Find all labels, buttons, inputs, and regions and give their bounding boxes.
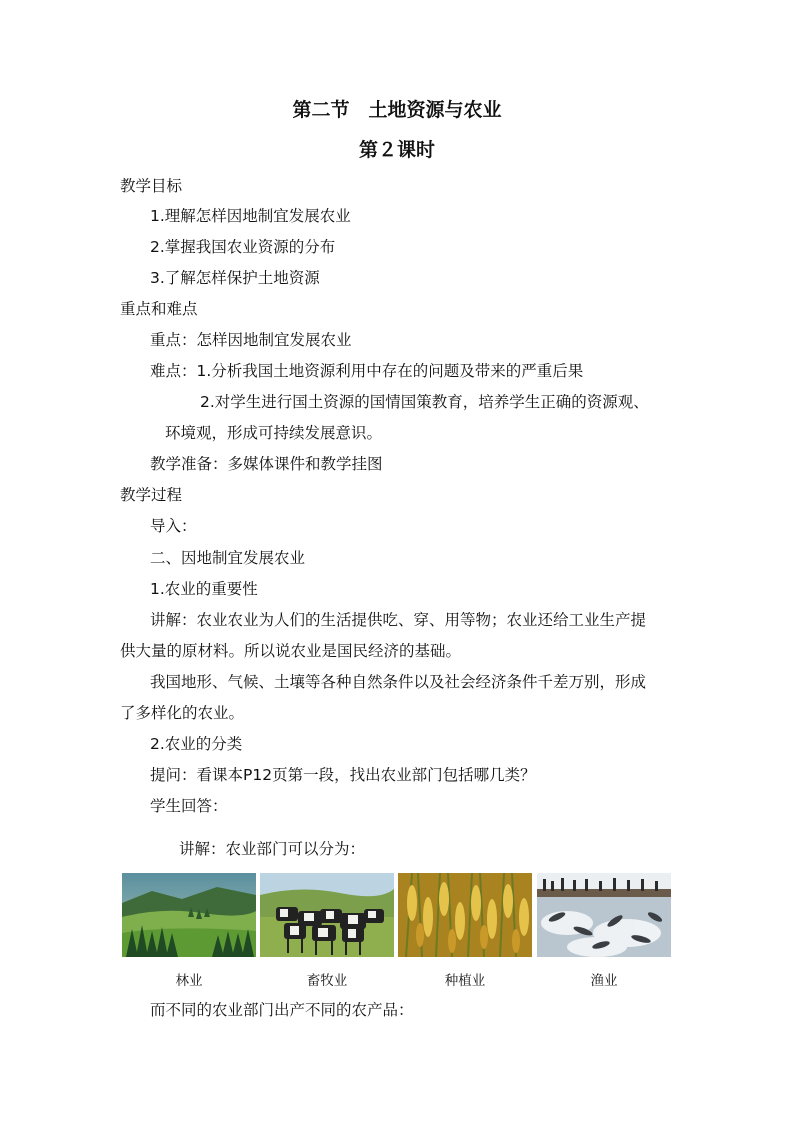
- difficulty-1: 难点：1.分析我国土地资源利用中存在的问题及带来的严重后果: [150, 362, 584, 380]
- subsection-heading: 二、因地制宜发展农业: [150, 549, 306, 567]
- paragraph-line: 了多样化的农业。: [120, 704, 245, 722]
- goal-item: 3.了解怎样保护土地资源: [150, 269, 320, 287]
- point-heading: 1.农业的重要性: [150, 580, 258, 598]
- caption-crop-farming: 种植业: [444, 973, 486, 989]
- paragraph-line: 讲解：农业农业为人们的生活提供吃、穿、用等物；农业还给工业生产提: [150, 611, 647, 629]
- crop-farming-photo: [398, 873, 532, 957]
- caption-livestock: 畜牧业: [306, 973, 348, 989]
- lesson-subtitle: 第２课时: [358, 139, 435, 161]
- answer-line: 学生回答：: [150, 797, 228, 815]
- goal-item: 2.掌握我国农业资源的分布: [150, 238, 336, 256]
- explanation-line: 讲解：农业部门可以分为：: [179, 840, 366, 858]
- section-heading-key-points: 重点和难点: [120, 300, 198, 318]
- difficulty-2: 2.对学生进行国土资源的国情国策教育，培养学生正确的资源观、: [200, 393, 649, 411]
- paragraph-line: 供大量的原材料。所以说农业是国民经济的基础。: [120, 642, 462, 660]
- point-heading: 2.农业的分类: [150, 735, 243, 753]
- section-heading-goals: 教学目标: [120, 177, 183, 195]
- key-point: 重点：怎样因地制宜发展农业: [150, 331, 352, 349]
- intro-label: 导入：: [150, 517, 197, 535]
- question-line: 提问：看课本P12页第一段，找出农业部门包括哪几类？: [150, 766, 536, 784]
- difficulty-2-cont: 环境观，形成可持续发展意识。: [165, 424, 383, 442]
- teaching-prep: 教学准备：多媒体课件和教学挂图: [150, 455, 383, 473]
- paragraph-line: 我国地形、气候、土壤等各种自然条件以及社会经济条件千差万别，形成: [150, 673, 647, 691]
- caption-forestry: 林业: [175, 973, 203, 989]
- goal-item: 1.理解怎样因地制宜发展农业: [150, 207, 351, 225]
- livestock-photo: [260, 873, 394, 957]
- caption-fishery: 渔业: [590, 973, 618, 989]
- fishery-photo: [537, 873, 671, 957]
- lesson-title: 第二节 土地资源与农业: [292, 99, 502, 121]
- forestry-photo: [122, 873, 256, 957]
- closing-line: 而不同的农业部门出产不同的农产品：: [150, 1001, 414, 1019]
- section-heading-process: 教学过程: [120, 486, 183, 504]
